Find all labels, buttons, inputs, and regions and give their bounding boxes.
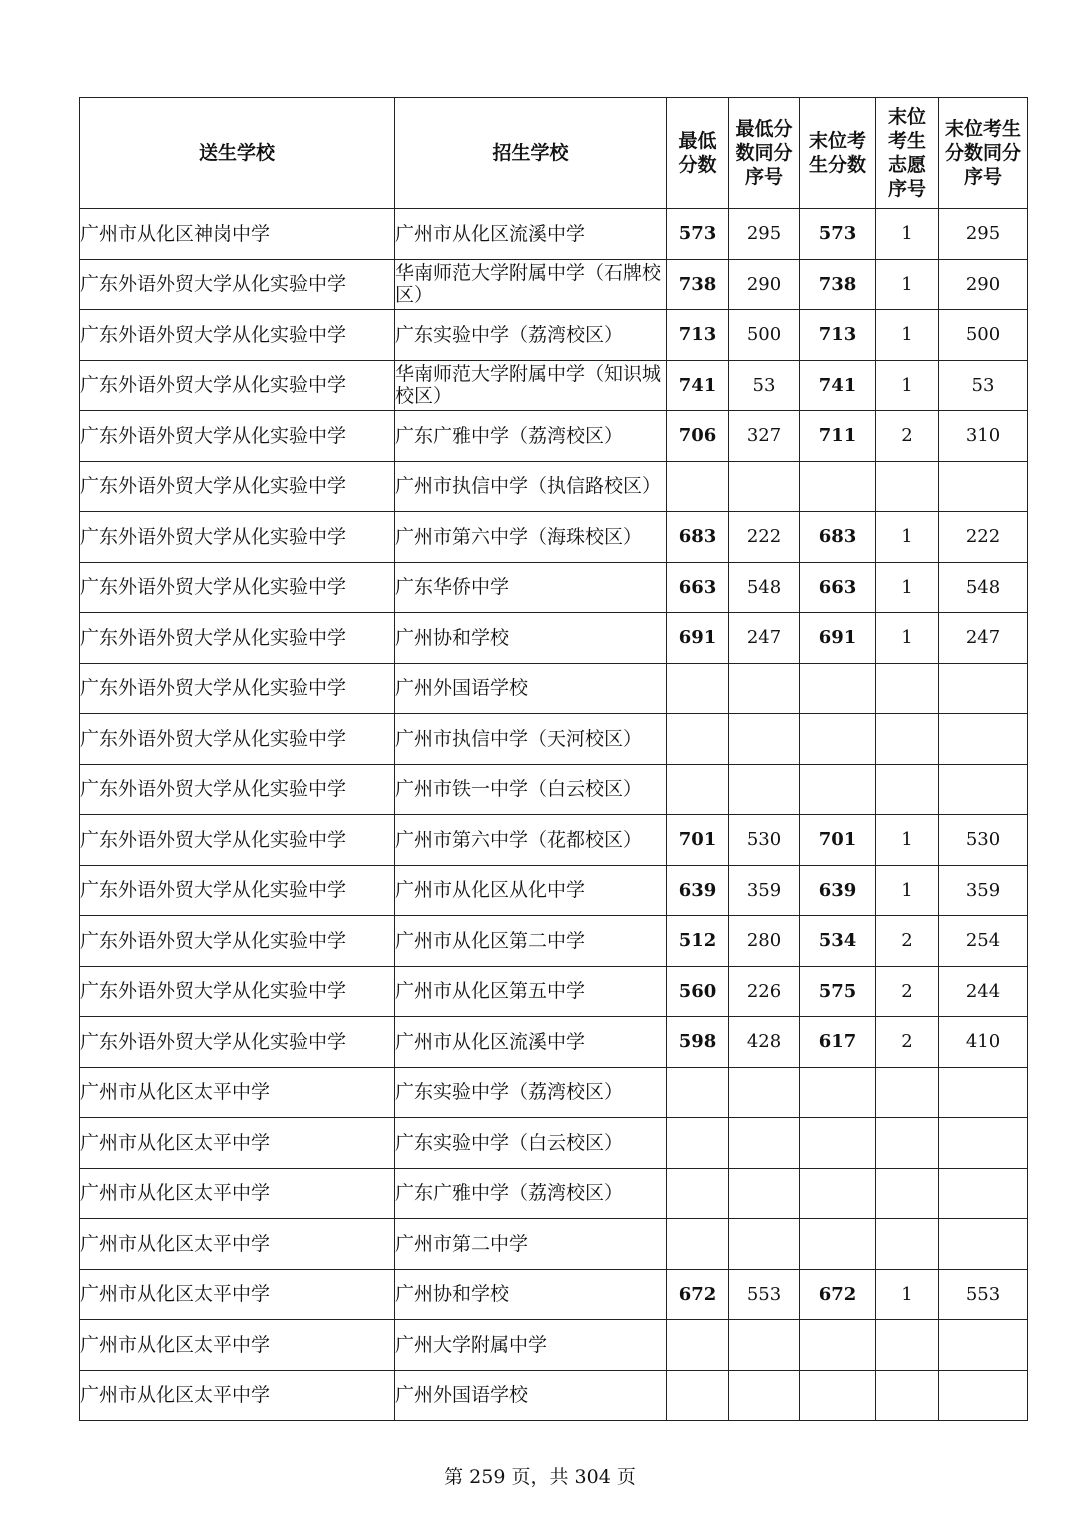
last-score-cell: 534 (800, 916, 876, 967)
last-choice-no-cell: 2 (876, 411, 939, 462)
sending-school-cell: 广东外语外贸大学从化实验中学 (80, 562, 395, 613)
last-choice-no-cell: 1 (876, 310, 939, 361)
last-score-rank-cell: 244 (939, 966, 1028, 1017)
last-score-rank-cell (939, 1370, 1028, 1421)
last-score-cell (800, 764, 876, 815)
last-choice-no-cell (876, 1067, 939, 1118)
admitting-school-cell: 华南师范大学附属中学（石牌校区） (395, 259, 667, 310)
admitting-school-cell: 广州市从化区第五中学 (395, 966, 667, 1017)
table-row (80, 916, 1028, 967)
last-score-cell: 639 (800, 865, 876, 916)
last-score-rank-cell: 53 (939, 360, 1028, 411)
last-score-rank-cell (939, 1118, 1028, 1169)
sending-school-cell: 广东外语外贸大学从化实验中学 (80, 461, 395, 512)
table-row (80, 562, 1028, 613)
min-score-cell (667, 1118, 729, 1169)
sending-school-cell: 广州市从化区神岗中学 (80, 209, 395, 260)
sending-school-cell: 广州市从化区太平中学 (80, 1168, 395, 1219)
table-row (80, 815, 1028, 866)
min-score-cell (667, 714, 729, 765)
table-row (80, 1168, 1028, 1219)
table-row (80, 966, 1028, 1017)
last-choice-no-cell: 2 (876, 916, 939, 967)
last-choice-no-cell (876, 1219, 939, 1270)
sending-school-cell: 广州市从化区太平中学 (80, 1370, 395, 1421)
table-row (80, 512, 1028, 563)
last-score-rank-cell (939, 1320, 1028, 1371)
last-score-rank-cell: 359 (939, 865, 1028, 916)
min-score-cell (667, 461, 729, 512)
min-score-cell: 706 (667, 411, 729, 462)
header-last-score-rank: 末位考生分数同分序号 (939, 98, 1028, 209)
header-min-score: 最低分数 (667, 98, 729, 209)
min-score-rank-cell: 295 (729, 209, 800, 260)
min-score-cell (667, 663, 729, 714)
last-choice-no-cell: 1 (876, 613, 939, 664)
min-score-rank-cell (729, 1370, 800, 1421)
min-score-cell: 713 (667, 310, 729, 361)
table-row (80, 1067, 1028, 1118)
table-row (80, 714, 1028, 765)
header-min-score-rank: 最低分数同分序号 (729, 98, 800, 209)
min-score-rank-cell: 530 (729, 815, 800, 866)
table-row (80, 411, 1028, 462)
admission-table (79, 97, 1028, 1421)
last-score-rank-cell (939, 714, 1028, 765)
sending-school-cell: 广东外语外贸大学从化实验中学 (80, 360, 395, 411)
sending-school-cell: 广州市从化区太平中学 (80, 1067, 395, 1118)
last-score-rank-cell: 247 (939, 613, 1028, 664)
min-score-cell: 639 (667, 865, 729, 916)
last-score-cell (800, 1118, 876, 1169)
last-choice-no-cell (876, 764, 939, 815)
sending-school-cell: 广东外语外贸大学从化实验中学 (80, 613, 395, 664)
min-score-cell: 738 (667, 259, 729, 310)
last-score-cell: 573 (800, 209, 876, 260)
page-number: 第 259 页，共 304 页 (444, 1466, 636, 1488)
last-choice-no-cell (876, 663, 939, 714)
min-score-cell (667, 1370, 729, 1421)
table-row (80, 360, 1028, 411)
admitting-school-cell: 广州市从化区从化中学 (395, 865, 667, 916)
last-choice-no-cell: 2 (876, 966, 939, 1017)
sending-school-cell: 广东外语外贸大学从化实验中学 (80, 865, 395, 916)
min-score-rank-cell: 53 (729, 360, 800, 411)
sending-school-cell: 广东外语外贸大学从化实验中学 (80, 310, 395, 361)
last-choice-no-cell (876, 1370, 939, 1421)
admitting-school-cell: 广东实验中学（白云校区） (395, 1118, 667, 1169)
min-score-rank-cell: 500 (729, 310, 800, 361)
last-score-rank-cell: 530 (939, 815, 1028, 866)
last-choice-no-cell: 1 (876, 1269, 939, 1320)
min-score-cell: 701 (667, 815, 729, 866)
last-choice-no-cell: 1 (876, 209, 939, 260)
table-row (80, 613, 1028, 664)
admitting-school-cell: 广州市从化区流溪中学 (395, 209, 667, 260)
last-score-rank-cell: 410 (939, 1017, 1028, 1068)
last-score-rank-cell: 222 (939, 512, 1028, 563)
min-score-cell (667, 1067, 729, 1118)
sending-school-cell: 广东外语外贸大学从化实验中学 (80, 1017, 395, 1068)
admitting-school-cell: 广州协和学校 (395, 1269, 667, 1320)
last-score-rank-cell (939, 764, 1028, 815)
last-choice-no-cell (876, 714, 939, 765)
last-score-cell: 711 (800, 411, 876, 462)
table-row (80, 259, 1028, 310)
admitting-school-cell: 广州市第二中学 (395, 1219, 667, 1270)
last-choice-no-cell (876, 1168, 939, 1219)
min-score-rank-cell (729, 1168, 800, 1219)
sending-school-cell: 广州市从化区太平中学 (80, 1219, 395, 1270)
min-score-cell: 691 (667, 613, 729, 664)
min-score-cell: 573 (667, 209, 729, 260)
last-choice-no-cell: 2 (876, 1017, 939, 1068)
last-choice-no-cell: 1 (876, 562, 939, 613)
last-score-cell: 663 (800, 562, 876, 613)
min-score-cell (667, 764, 729, 815)
last-score-cell: 738 (800, 259, 876, 310)
admitting-school-cell: 广州外国语学校 (395, 1370, 667, 1421)
sending-school-cell: 广州市从化区太平中学 (80, 1269, 395, 1320)
min-score-rank-cell: 290 (729, 259, 800, 310)
admitting-school-cell: 华南师范大学附属中学（知识城校区） (395, 360, 667, 411)
min-score-rank-cell (729, 461, 800, 512)
table-row (80, 1320, 1028, 1371)
last-choice-no-cell: 1 (876, 815, 939, 866)
sending-school-cell: 广东外语外贸大学从化实验中学 (80, 916, 395, 967)
min-score-rank-cell (729, 764, 800, 815)
min-score-cell: 598 (667, 1017, 729, 1068)
last-score-rank-cell: 295 (939, 209, 1028, 260)
last-score-cell: 741 (800, 360, 876, 411)
table-row (80, 663, 1028, 714)
last-score-cell (800, 1168, 876, 1219)
admitting-school-cell: 广州市从化区流溪中学 (395, 1017, 667, 1068)
last-score-cell (800, 461, 876, 512)
header-last-score: 末位考生分数 (800, 98, 876, 209)
min-score-rank-cell: 553 (729, 1269, 800, 1320)
last-choice-no-cell (876, 1320, 939, 1371)
sending-school-cell: 广东外语外贸大学从化实验中学 (80, 663, 395, 714)
min-score-rank-cell: 359 (729, 865, 800, 916)
sending-school-cell: 广东外语外贸大学从化实验中学 (80, 714, 395, 765)
last-score-rank-cell: 500 (939, 310, 1028, 361)
min-score-rank-cell: 222 (729, 512, 800, 563)
admitting-school-cell: 广东广雅中学（荔湾校区） (395, 411, 667, 462)
last-score-cell: 672 (800, 1269, 876, 1320)
min-score-rank-cell: 226 (729, 966, 800, 1017)
header-admitting-school: 招生学校 (395, 98, 667, 209)
last-score-cell (800, 714, 876, 765)
sending-school-cell: 广东外语外贸大学从化实验中学 (80, 764, 395, 815)
last-score-cell: 683 (800, 512, 876, 563)
admitting-school-cell: 广州外国语学校 (395, 663, 667, 714)
last-score-rank-cell (939, 663, 1028, 714)
min-score-rank-cell (729, 1067, 800, 1118)
sending-school-cell: 广州市从化区太平中学 (80, 1320, 395, 1371)
sending-school-cell: 广东外语外贸大学从化实验中学 (80, 259, 395, 310)
last-score-rank-cell: 254 (939, 916, 1028, 967)
last-score-rank-cell: 548 (939, 562, 1028, 613)
admitting-school-cell: 广州市第六中学（海珠校区） (395, 512, 667, 563)
table-header-row (80, 98, 1028, 209)
table-row (80, 1269, 1028, 1320)
min-score-rank-cell: 280 (729, 916, 800, 967)
last-score-rank-cell (939, 1219, 1028, 1270)
min-score-cell: 672 (667, 1269, 729, 1320)
last-score-cell (800, 1067, 876, 1118)
sending-school-cell: 广东外语外贸大学从化实验中学 (80, 815, 395, 866)
min-score-rank-cell (729, 1320, 800, 1371)
last-choice-no-cell (876, 461, 939, 512)
table-row (80, 1370, 1028, 1421)
min-score-cell: 663 (667, 562, 729, 613)
min-score-rank-cell: 548 (729, 562, 800, 613)
last-choice-no-cell: 1 (876, 865, 939, 916)
admitting-school-cell: 广州协和学校 (395, 613, 667, 664)
min-score-rank-cell: 327 (729, 411, 800, 462)
last-score-rank-cell: 310 (939, 411, 1028, 462)
last-choice-no-cell: 1 (876, 512, 939, 563)
min-score-rank-cell (729, 1118, 800, 1169)
table-row (80, 310, 1028, 361)
admitting-school-cell: 广东实验中学（荔湾校区） (395, 1067, 667, 1118)
last-score-rank-cell: 553 (939, 1269, 1028, 1320)
min-score-cell: 512 (667, 916, 729, 967)
header-last-choice-no: 末位考生志愿序号 (876, 98, 939, 209)
last-score-cell: 617 (800, 1017, 876, 1068)
table-row (80, 461, 1028, 512)
last-choice-no-cell: 1 (876, 259, 939, 310)
last-score-cell (800, 1219, 876, 1270)
table-row (80, 865, 1028, 916)
min-score-cell (667, 1219, 729, 1270)
sending-school-cell: 广东外语外贸大学从化实验中学 (80, 411, 395, 462)
header-sending-school: 送生学校 (80, 98, 395, 209)
last-score-cell (800, 1370, 876, 1421)
last-score-rank-cell (939, 461, 1028, 512)
min-score-rank-cell (729, 714, 800, 765)
admitting-school-cell: 广东广雅中学（荔湾校区） (395, 1168, 667, 1219)
table-row (80, 1219, 1028, 1270)
last-score-rank-cell (939, 1168, 1028, 1219)
sending-school-cell: 广东外语外贸大学从化实验中学 (80, 966, 395, 1017)
last-score-cell: 713 (800, 310, 876, 361)
min-score-cell: 683 (667, 512, 729, 563)
admitting-school-cell: 广州市铁一中学（白云校区） (395, 764, 667, 815)
min-score-cell (667, 1168, 729, 1219)
admitting-school-cell: 广东实验中学（荔湾校区） (395, 310, 667, 361)
admitting-school-cell: 广州市执信中学（执信路校区） (395, 461, 667, 512)
last-choice-no-cell: 1 (876, 360, 939, 411)
table-row (80, 209, 1028, 260)
table-row (80, 1118, 1028, 1169)
last-score-rank-cell (939, 1067, 1028, 1118)
admitting-school-cell: 广东华侨中学 (395, 562, 667, 613)
last-score-cell: 691 (800, 613, 876, 664)
min-score-cell: 741 (667, 360, 729, 411)
min-score-rank-cell (729, 1219, 800, 1270)
min-score-cell: 560 (667, 966, 729, 1017)
last-choice-no-cell (876, 1118, 939, 1169)
last-score-cell: 701 (800, 815, 876, 866)
last-score-cell (800, 1320, 876, 1371)
sending-school-cell: 广州市从化区太平中学 (80, 1118, 395, 1169)
admitting-school-cell: 广州市第六中学（花都校区） (395, 815, 667, 866)
sending-school-cell: 广东外语外贸大学从化实验中学 (80, 512, 395, 563)
table-row (80, 764, 1028, 815)
last-score-cell (800, 663, 876, 714)
table-row (80, 1017, 1028, 1068)
min-score-rank-cell (729, 663, 800, 714)
last-score-rank-cell: 290 (939, 259, 1028, 310)
min-score-rank-cell: 428 (729, 1017, 800, 1068)
last-score-cell: 575 (800, 966, 876, 1017)
admitting-school-cell: 广州市执信中学（天河校区） (395, 714, 667, 765)
min-score-cell (667, 1320, 729, 1371)
admitting-school-cell: 广州市从化区第二中学 (395, 916, 667, 967)
min-score-rank-cell: 247 (729, 613, 800, 664)
admitting-school-cell: 广州大学附属中学 (395, 1320, 667, 1371)
